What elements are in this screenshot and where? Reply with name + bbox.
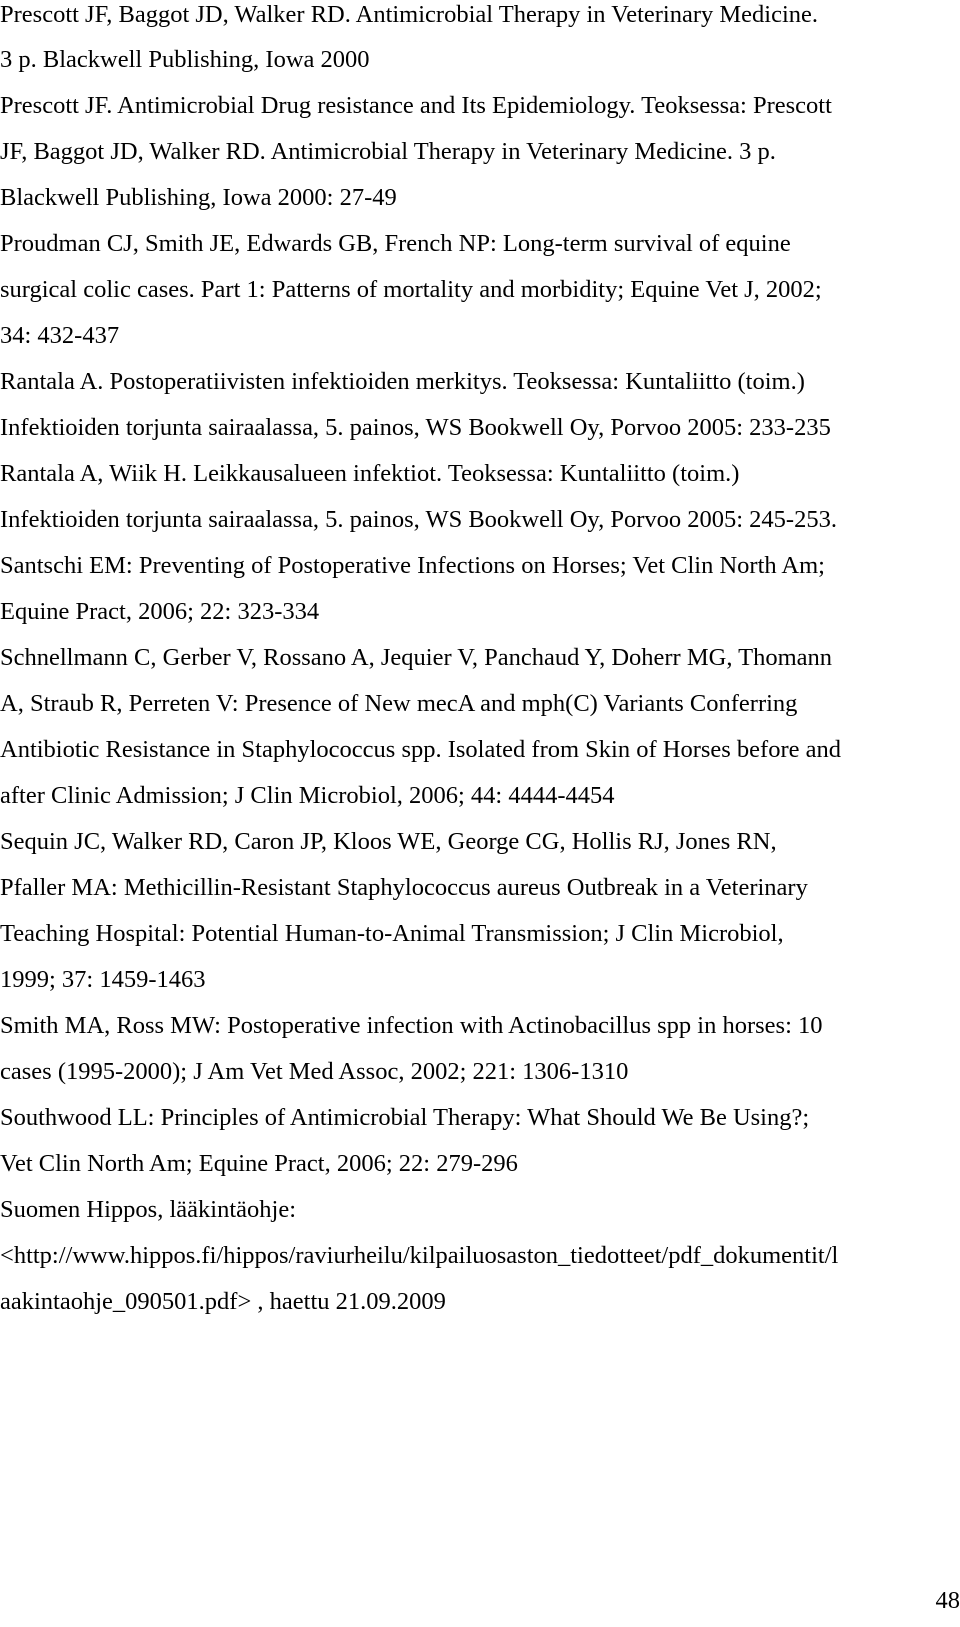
reference-line: aakintaohje_090501.pdf> , haettu 21.09.2009 — [0, 1288, 446, 1315]
reference-line: Pfaller MA: Methicillin-Resistant Staphylococcus aureus Outbreak in a Veterinary — [0, 874, 808, 901]
reference-line: Proudman CJ, Smith JE, Edwards GB, French NP: Long-term survival of equine — [0, 230, 791, 257]
reference-line: 3 p. Blackwell Publishing, Iowa 2000 — [0, 46, 370, 73]
reference-line: Vet Clin North Am; Equine Pract, 2006; 22: 279-296 — [0, 1150, 518, 1177]
reference-line: A, Straub R, Perreten V: Presence of New mecA and mph(C) Variants Conferring — [0, 690, 798, 717]
page-number: 48 — [935, 1587, 960, 1614]
reference-line: JF, Baggot JD, Walker RD. Antimicrobial Therapy in Veterinary Medicine. 3 p. — [0, 138, 776, 165]
reference-line: Rantala A. Postoperatiivisten infektioiden merkitys. Teoksessa: Kuntaliitto (toim.) — [0, 368, 805, 395]
reference-line: Rantala A, Wiik H. Leikkausalueen infektiot. Teoksessa: Kuntaliitto (toim.) — [0, 460, 740, 487]
reference-line: Schnellmann C, Gerber V, Rossano A, Jequier V, Panchaud Y, Doherr MG, Thomann — [0, 644, 833, 671]
reference-line: after Clinic Admission; J Clin Microbiol, 2006; 44: 4444-4454 — [0, 782, 615, 809]
reference-line: Blackwell Publishing, Iowa 2000: 27-49 — [0, 184, 397, 211]
reference-line: Prescott JF. Antimicrobial Drug resistance and Its Epidemiology. Teoksessa: Prescott — [0, 92, 832, 119]
reference-line: Equine Pract, 2006; 22: 323-334 — [0, 598, 320, 625]
reference-line: Sequin JC, Walker RD, Caron JP, Kloos WE, George CG, Hollis RJ, Jones RN, — [0, 828, 777, 855]
reference-line: surgical colic cases. Part 1: Patterns of mortality and morbidity; Equine Vet J, 2002; — [0, 276, 822, 303]
reference-line: Prescott JF, Baggot JD, Walker RD. Antimicrobial Therapy in Veterinary Medicine. — [0, 1, 819, 28]
reference-line: cases (1995-2000); J Am Vet Med Assoc, 2002; 221: 1306-1310 — [0, 1058, 629, 1085]
reference-line: Teaching Hospital: Potential Human-to-Animal Transmission; J Clin Microbiol, — [0, 920, 784, 947]
reference-line: 1999; 37: 1459-1463 — [0, 966, 206, 993]
reference-line: Suomen Hippos, lääkintäohje: — [0, 1196, 296, 1223]
reference-line: <http://www.hippos.fi/hippos/raviurheilu/kilpailuosaston_tiedotteet/pdf_dokumentit/l — [0, 1242, 839, 1269]
reference-line: Infektioiden torjunta sairaalassa, 5. painos, WS Bookwell Oy, Porvoo 2005: 245-253. — [0, 506, 837, 533]
reference-line: Infektioiden torjunta sairaalassa, 5. painos, WS Bookwell Oy, Porvoo 2005: 233-235 — [0, 414, 831, 441]
reference-line: Santschi EM: Preventing of Postoperative Infections on Horses; Vet Clin North Am; — [0, 552, 825, 579]
reference-line: Smith MA, Ross MW: Postoperative infection with Actinobacillus spp in horses: 10 — [0, 1012, 823, 1039]
reference-line: Southwood LL: Principles of Antimicrobial Therapy: What Should We Be Using?; — [0, 1104, 810, 1131]
reference-line: Antibiotic Resistance in Staphylococcus spp. Isolated from Skin of Horses before and — [0, 736, 841, 763]
reference-line: 34: 432-437 — [0, 322, 120, 349]
